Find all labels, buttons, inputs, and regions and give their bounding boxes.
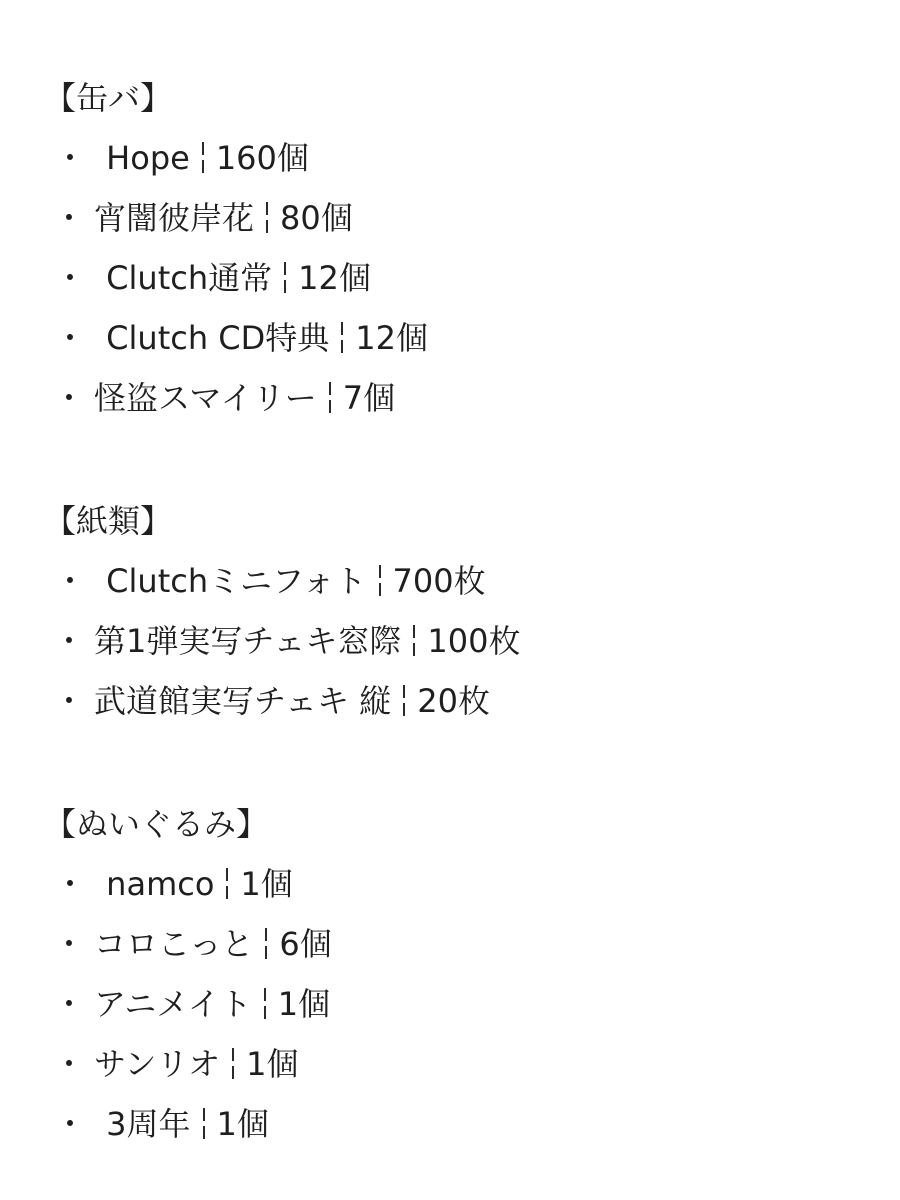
list-item [44, 974, 884, 1034]
item-quantity: 80個 [280, 199, 353, 237]
item-name: 怪盗スマイリー [94, 379, 317, 417]
list-item [44, 188, 884, 248]
bullet: ・ [53, 319, 86, 357]
bullet: ・ [53, 865, 86, 903]
item-quantity: 160個 [215, 139, 309, 177]
item-name: Clutch CD特典 [96, 319, 330, 357]
bullet: ・ [53, 562, 86, 600]
section-heading: 【ぬいぐるみ】 [44, 805, 269, 843]
broken-bar-separator [214, 866, 240, 902]
list-item [44, 128, 884, 188]
item-quantity: 100枚 [427, 622, 521, 660]
list-item [44, 1034, 884, 1094]
item-name: コロこっと [94, 925, 254, 963]
broken-bar-separator [317, 380, 343, 416]
item-quantity: 20枚 [417, 682, 490, 720]
bullet: ・ [52, 985, 85, 1023]
list-item [44, 248, 884, 308]
bullet: ・ [53, 259, 86, 297]
item-quantity: 7個 [342, 379, 396, 417]
item-quantity: 1個 [277, 985, 331, 1023]
bullet: ・ [52, 622, 85, 660]
item-name: Hope [96, 139, 190, 177]
item-name: 3周年 [96, 1105, 191, 1143]
broken-bar-separator [367, 563, 393, 599]
broken-bar-separator [254, 200, 280, 236]
item-quantity: 12個 [355, 319, 429, 357]
section-heading: 【缶バ】 [44, 79, 173, 117]
list-item [44, 671, 884, 731]
broken-bar-separator [220, 1046, 246, 1082]
item-quantity: 6個 [279, 925, 332, 963]
broken-bar-separator [329, 320, 355, 356]
broken-bar-separator [272, 260, 298, 296]
list-item [44, 1094, 884, 1154]
broken-bar-separator [401, 623, 427, 659]
item-name: Clutch通常 [96, 259, 273, 297]
broken-bar-separator [191, 1106, 217, 1142]
list-item [44, 854, 884, 914]
broken-bar-separator [190, 140, 216, 176]
item-name: アニメイト [94, 985, 252, 1023]
bullet: ・ [52, 379, 85, 417]
section-heading: 【紙類】 [44, 502, 173, 540]
item-name: 宵闇彼岸花 [94, 199, 255, 237]
bullet: ・ [52, 1045, 85, 1083]
broken-bar-separator [253, 926, 279, 962]
bullet: ・ [53, 139, 86, 177]
section-plush [44, 794, 884, 1154]
bullet: ・ [52, 199, 85, 237]
section-can-badges [44, 68, 884, 428]
bullet: ・ [52, 682, 85, 720]
item-quantity: 1個 [240, 865, 293, 903]
broken-bar-separator [252, 986, 278, 1022]
item-name: サンリオ [94, 1045, 221, 1083]
item-name: 武道館実写チェキ 縦 [94, 682, 392, 720]
bullet: ・ [52, 925, 85, 963]
item-quantity: 700枚 [392, 562, 486, 600]
list-item [44, 308, 884, 368]
bullet: ・ [53, 1105, 86, 1143]
item-name: 第1弾実写チェキ窓際 [94, 622, 402, 660]
list-item [44, 368, 884, 428]
item-name: namco [96, 865, 215, 903]
item-quantity: 12個 [298, 259, 371, 297]
note-content [44, 68, 884, 1154]
broken-bar-separator [391, 683, 417, 719]
list-item [44, 551, 884, 611]
item-quantity: 1個 [246, 1045, 299, 1083]
list-item [44, 611, 884, 671]
section-paper-goods [44, 491, 884, 731]
item-name: Clutchミニフォト [96, 562, 367, 600]
item-quantity: 1個 [216, 1105, 269, 1143]
list-item [44, 914, 884, 974]
